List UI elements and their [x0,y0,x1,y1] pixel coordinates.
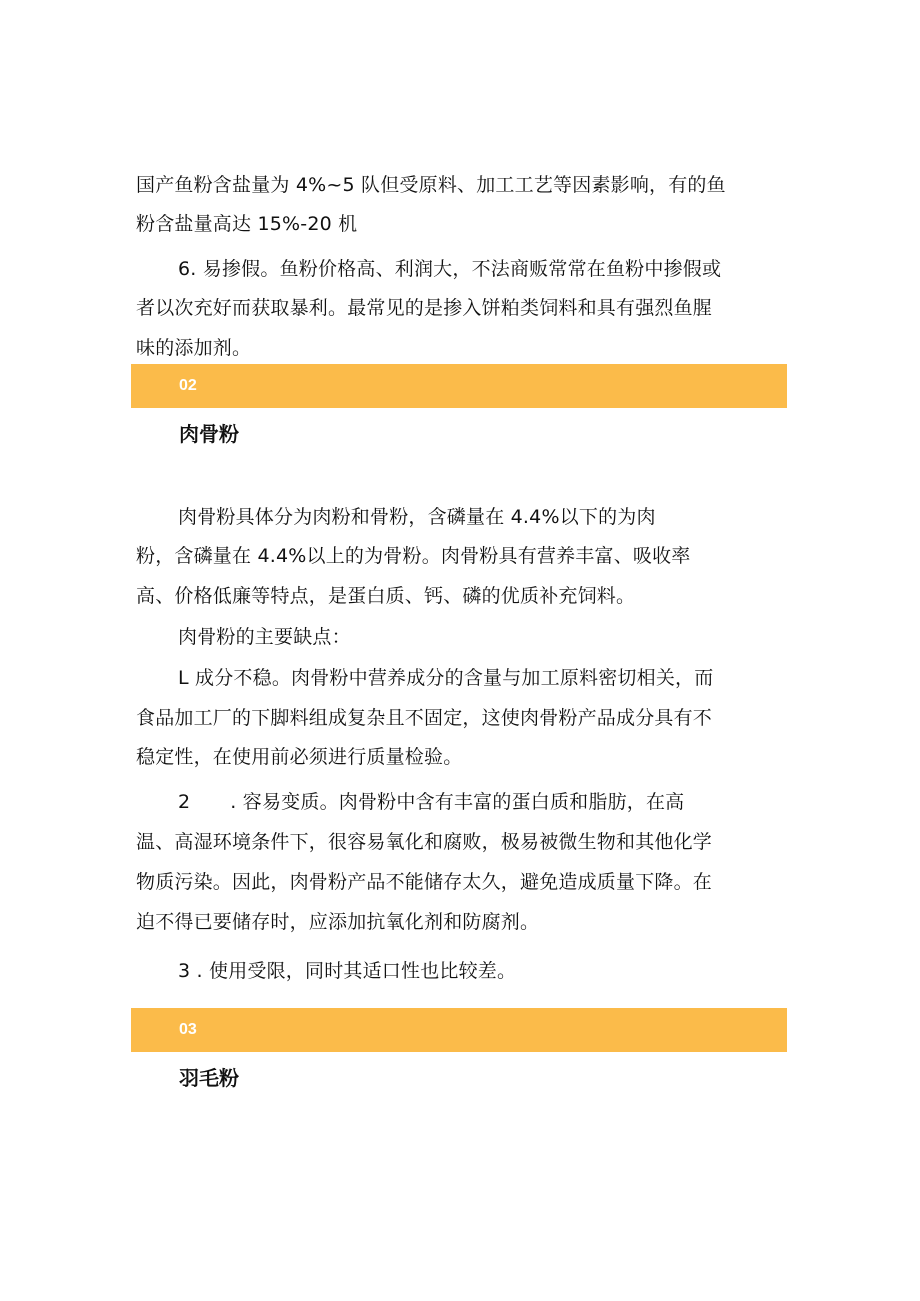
section-03-number: 03 [179,1021,197,1038]
item3-line-1: 3 . 使用受限，同时其适口性也比较差。 [178,960,517,982]
item2-line-1 [178,789,838,815]
drawbacks-heading: 肉骨粉的主要缺点： [178,626,351,648]
section-03-title: 羽毛粉 [179,1066,239,1090]
intro-line-3: 高、价格低廉等特点，是蛋白质、钙、磷的优质补充饲料。 [136,585,636,607]
section-02-number: 02 [179,377,197,394]
item6-line-3: 味的添加剂。 [136,337,252,359]
item6-line-2: 者以次充好而获取暴利。最常见的是掺入饼粕类饲料和具有强烈鱼腥 [136,297,713,319]
item2-number: 2 [178,791,191,813]
salt-content-line-2: 粉含盐量高达 15%-20 机 [136,213,358,235]
section-03-band [131,1008,787,1052]
item1-line-3: 稳定性，在使用前必须进行质量检验。 [136,746,463,768]
section-02-band [131,364,787,408]
item6-line-1: 6. 易掺假。鱼粉价格高、利润大，不法商贩常常在鱼粉中掺假或 [178,258,722,280]
salt-content-line-1: 国产鱼粉含盐量为 4%~5 队但受原料、加工工艺等因素影响，有的鱼 [136,174,726,196]
item2-line-4: 迫不得已要储存时，应添加抗氧化剂和防腐剂。 [136,911,540,933]
item2-line-2: 温、高湿环境条件下，很容易氧化和腐败，极易被微生物和其他化学 [136,831,713,853]
item2-line-1-text: . 容易变质。肉骨粉中含有丰富的蛋白质和脂肪，在高 [230,791,685,813]
intro-line-2: 粉，含磷量在 4.4%以上的为骨粉。肉骨粉具有营养丰富、吸收率 [136,545,691,567]
item1-line-1: L 成分不稳。肉骨粉中营养成分的含量与加工原料密切相关，而 [178,667,714,689]
item1-line-2: 食品加工厂的下脚料组成复杂且不固定，这使肉骨粉产品成分具有不 [136,707,713,729]
section-02-title: 肉骨粉 [179,422,239,446]
intro-line-1: 肉骨粉具体分为肉粉和骨粉，含磷量在 4.4%以下的为肉 [178,506,656,528]
item2-line-3: 物质污染。因此，肉骨粉产品不能储存太久，避免造成质量下降。在 [136,871,713,893]
